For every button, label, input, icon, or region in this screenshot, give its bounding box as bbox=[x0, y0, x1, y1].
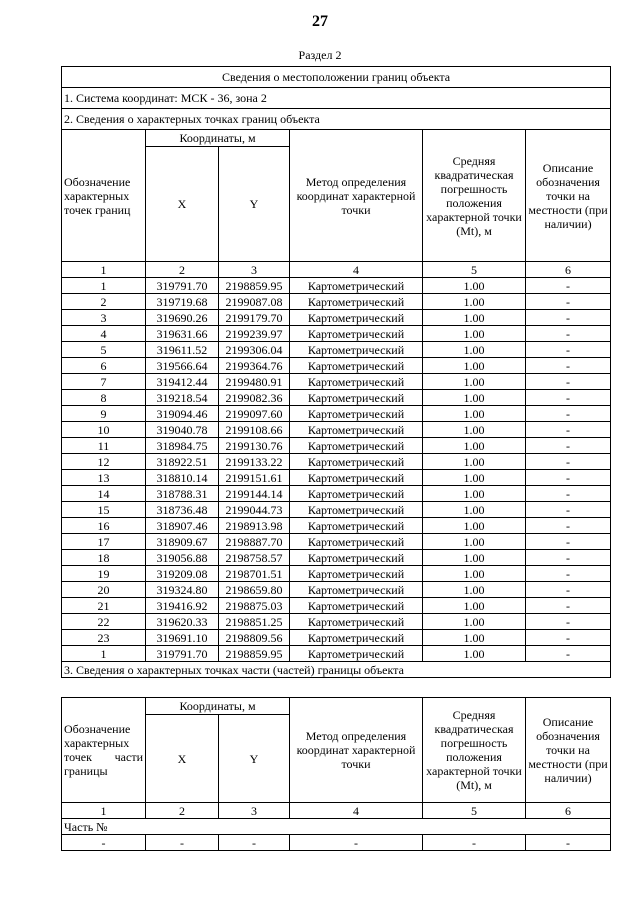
precision-cell: 1.00 bbox=[423, 278, 526, 294]
table-row bbox=[62, 566, 611, 582]
coord-x: 318922.51 bbox=[146, 454, 219, 470]
coord-x: 319416.92 bbox=[146, 598, 219, 614]
method-cell: Картометрический bbox=[290, 550, 423, 566]
boundary-table bbox=[61, 66, 611, 678]
part-header-coordinates: Координаты, м bbox=[146, 698, 290, 715]
precision-cell: 1.00 bbox=[423, 534, 526, 550]
table-row bbox=[62, 646, 611, 662]
point-number: 2 bbox=[62, 294, 146, 310]
description-cell: - bbox=[526, 534, 611, 550]
precision-cell: 1.00 bbox=[423, 294, 526, 310]
points-heading: 2. Сведения о характерных точках границ объекта bbox=[62, 109, 611, 130]
point-number: 23 bbox=[62, 630, 146, 646]
coord-y: 2198659.80 bbox=[219, 582, 290, 598]
table-row bbox=[62, 534, 611, 550]
description-cell: - bbox=[526, 486, 611, 502]
point-number: 6 bbox=[62, 358, 146, 374]
col-number: 4 bbox=[290, 262, 423, 278]
coord-y: 2199130.76 bbox=[219, 438, 290, 454]
point-number: 13 bbox=[62, 470, 146, 486]
col-number: 5 bbox=[423, 262, 526, 278]
col-number: 1 bbox=[62, 803, 146, 819]
part-column-number-row bbox=[62, 803, 611, 819]
coord-x: 319791.70 bbox=[146, 278, 219, 294]
method-cell: Картометрический bbox=[290, 326, 423, 342]
col-number: 2 bbox=[146, 262, 219, 278]
precision-cell: 1.00 bbox=[423, 582, 526, 598]
part-cell: - bbox=[526, 835, 611, 851]
method-cell: Картометрический bbox=[290, 502, 423, 518]
description-cell: - bbox=[526, 326, 611, 342]
table-row bbox=[62, 550, 611, 566]
description-cell: - bbox=[526, 406, 611, 422]
point-number: 15 bbox=[62, 502, 146, 518]
part-cell: - bbox=[290, 835, 423, 851]
header-coordinates: Координаты, м bbox=[146, 130, 290, 147]
part-cell: - bbox=[219, 835, 290, 851]
precision-cell: 1.00 bbox=[423, 598, 526, 614]
coord-x: 319324.80 bbox=[146, 582, 219, 598]
coord-x: 319719.68 bbox=[146, 294, 219, 310]
coord-x: 319691.10 bbox=[146, 630, 219, 646]
description-cell: - bbox=[526, 566, 611, 582]
description-cell: - bbox=[526, 278, 611, 294]
coord-x: 319690.26 bbox=[146, 310, 219, 326]
coord-x: 318984.75 bbox=[146, 438, 219, 454]
table-row bbox=[62, 486, 611, 502]
method-cell: Картометрический bbox=[290, 598, 423, 614]
description-cell: - bbox=[526, 502, 611, 518]
point-number: 1 bbox=[62, 646, 146, 662]
table-row bbox=[62, 614, 611, 630]
coord-y: 2198859.95 bbox=[219, 646, 290, 662]
point-number: 8 bbox=[62, 390, 146, 406]
description-cell: - bbox=[526, 358, 611, 374]
col-number: 3 bbox=[219, 803, 290, 819]
description-cell: - bbox=[526, 598, 611, 614]
description-cell: - bbox=[526, 342, 611, 358]
point-rows bbox=[62, 278, 611, 662]
description-cell: - bbox=[526, 438, 611, 454]
description-cell: - bbox=[526, 582, 611, 598]
table-row bbox=[62, 438, 611, 454]
section-label: Раздел 2 bbox=[298, 48, 342, 62]
table-row bbox=[62, 454, 611, 470]
description-cell: - bbox=[526, 390, 611, 406]
description-cell: - bbox=[526, 294, 611, 310]
precision-cell: 1.00 bbox=[423, 390, 526, 406]
description-cell: - bbox=[526, 454, 611, 470]
coord-y: 2199082.36 bbox=[219, 390, 290, 406]
coord-x: 319209.08 bbox=[146, 566, 219, 582]
coord-y: 2199133.22 bbox=[219, 454, 290, 470]
table-row bbox=[62, 294, 611, 310]
point-number: 20 bbox=[62, 582, 146, 598]
precision-cell: 1.00 bbox=[423, 374, 526, 390]
coord-y: 2199044.73 bbox=[219, 502, 290, 518]
coord-x: 318810.14 bbox=[146, 470, 219, 486]
coord-x: 318736.48 bbox=[146, 502, 219, 518]
coord-y: 2199087.08 bbox=[219, 294, 290, 310]
point-number: 1 bbox=[62, 278, 146, 294]
coord-x: 319040.78 bbox=[146, 422, 219, 438]
table-row bbox=[62, 310, 611, 326]
column-number-row bbox=[62, 262, 611, 278]
precision-cell: 1.00 bbox=[423, 486, 526, 502]
point-number: 22 bbox=[62, 614, 146, 630]
method-cell: Картометрический bbox=[290, 310, 423, 326]
col-number: 1 bbox=[62, 262, 146, 278]
header-x: X bbox=[146, 147, 219, 262]
table-row bbox=[62, 390, 611, 406]
col-number: 6 bbox=[526, 262, 611, 278]
part-header-precision: Средняя квадратическая погрешность положения характерной точки (Mt), м bbox=[423, 698, 526, 803]
method-cell: Картометрический bbox=[290, 422, 423, 438]
point-number: 3 bbox=[62, 310, 146, 326]
method-cell: Картометрический bbox=[290, 486, 423, 502]
coord-y: 2198913.98 bbox=[219, 518, 290, 534]
point-number: 12 bbox=[62, 454, 146, 470]
coord-x: 319056.88 bbox=[146, 550, 219, 566]
coord-x: 318909.67 bbox=[146, 534, 219, 550]
coord-x: 319791.70 bbox=[146, 646, 219, 662]
coord-x: 319412.44 bbox=[146, 374, 219, 390]
coord-y: 2199306.04 bbox=[219, 342, 290, 358]
header-method: Метод определения координат характерной точки bbox=[290, 130, 423, 262]
method-cell: Картометрический bbox=[290, 294, 423, 310]
precision-cell: 1.00 bbox=[423, 646, 526, 662]
table-row bbox=[62, 278, 611, 294]
method-cell: Картометрический bbox=[290, 374, 423, 390]
point-number: 11 bbox=[62, 438, 146, 454]
description-cell: - bbox=[526, 518, 611, 534]
col-number: 5 bbox=[423, 803, 526, 819]
description-cell: - bbox=[526, 470, 611, 486]
precision-cell: 1.00 bbox=[423, 614, 526, 630]
precision-cell: 1.00 bbox=[423, 630, 526, 646]
part-header-x: X bbox=[146, 715, 219, 803]
point-number: 21 bbox=[62, 598, 146, 614]
coord-x: 319620.33 bbox=[146, 614, 219, 630]
coord-y: 2198859.95 bbox=[219, 278, 290, 294]
description-cell: - bbox=[526, 422, 611, 438]
method-cell: Картометрический bbox=[290, 646, 423, 662]
method-cell: Картометрический bbox=[290, 614, 423, 630]
method-cell: Картометрический bbox=[290, 630, 423, 646]
precision-cell: 1.00 bbox=[423, 566, 526, 582]
description-cell: - bbox=[526, 550, 611, 566]
coord-x: 319566.64 bbox=[146, 358, 219, 374]
header-precision: Средняя квадратическая погрешность положения характерной точки (Mt), м bbox=[423, 130, 526, 262]
col-number: 6 bbox=[526, 803, 611, 819]
method-cell: Картометрический bbox=[290, 566, 423, 582]
method-cell: Картометрический bbox=[290, 518, 423, 534]
part-empty-row bbox=[62, 835, 611, 851]
table-row bbox=[62, 374, 611, 390]
table-row bbox=[62, 598, 611, 614]
point-number: 10 bbox=[62, 422, 146, 438]
table-title: Сведения о местоположении границ объекта bbox=[62, 67, 611, 88]
precision-cell: 1.00 bbox=[423, 422, 526, 438]
precision-cell: 1.00 bbox=[423, 438, 526, 454]
coord-y: 2199239.97 bbox=[219, 326, 290, 342]
coord-y: 2198875.03 bbox=[219, 598, 290, 614]
precision-cell: 1.00 bbox=[423, 470, 526, 486]
part-heading: 3. Сведения о характерных точках части (частей) границы объекта bbox=[62, 662, 611, 678]
coord-x: 319218.54 bbox=[146, 390, 219, 406]
table-row bbox=[62, 422, 611, 438]
point-number: 4 bbox=[62, 326, 146, 342]
table-row bbox=[62, 326, 611, 342]
part-header-point-designation: Обозначение характерных точек части границы bbox=[62, 698, 146, 803]
description-cell: - bbox=[526, 614, 611, 630]
method-cell: Картометрический bbox=[290, 470, 423, 486]
precision-cell: 1.00 bbox=[423, 406, 526, 422]
point-number: 9 bbox=[62, 406, 146, 422]
part-table bbox=[61, 697, 611, 851]
precision-cell: 1.00 bbox=[423, 550, 526, 566]
coord-y: 2199144.14 bbox=[219, 486, 290, 502]
point-number: 5 bbox=[62, 342, 146, 358]
method-cell: Картометрический bbox=[290, 534, 423, 550]
table-row bbox=[62, 518, 611, 534]
description-cell: - bbox=[526, 630, 611, 646]
col-number: 3 bbox=[219, 262, 290, 278]
coord-x: 318788.31 bbox=[146, 486, 219, 502]
col-number: 4 bbox=[290, 803, 423, 819]
method-cell: Картометрический bbox=[290, 582, 423, 598]
description-cell: - bbox=[526, 646, 611, 662]
precision-cell: 1.00 bbox=[423, 518, 526, 534]
coord-y: 2199151.61 bbox=[219, 470, 290, 486]
coord-y: 2198809.56 bbox=[219, 630, 290, 646]
header-y: Y bbox=[219, 147, 290, 262]
method-cell: Картометрический bbox=[290, 454, 423, 470]
precision-cell: 1.00 bbox=[423, 454, 526, 470]
col-number: 2 bbox=[146, 803, 219, 819]
coord-x: 319094.46 bbox=[146, 406, 219, 422]
method-cell: Картометрический bbox=[290, 390, 423, 406]
point-number: 14 bbox=[62, 486, 146, 502]
precision-cell: 1.00 bbox=[423, 358, 526, 374]
table-row bbox=[62, 502, 611, 518]
description-cell: - bbox=[526, 374, 611, 390]
part-header-description: Описание обозначения точки на местности (при наличии) bbox=[526, 698, 611, 803]
part-cell: - bbox=[146, 835, 219, 851]
table-row bbox=[62, 630, 611, 646]
coord-y: 2198701.51 bbox=[219, 566, 290, 582]
point-number: 19 bbox=[62, 566, 146, 582]
method-cell: Картометрический bbox=[290, 438, 423, 454]
part-cell: - bbox=[423, 835, 526, 851]
precision-cell: 1.00 bbox=[423, 310, 526, 326]
method-cell: Картометрический bbox=[290, 342, 423, 358]
table-row bbox=[62, 470, 611, 486]
coord-x: 318907.46 bbox=[146, 518, 219, 534]
coord-x: 319611.52 bbox=[146, 342, 219, 358]
point-number: 16 bbox=[62, 518, 146, 534]
coord-y: 2198758.57 bbox=[219, 550, 290, 566]
coord-y: 2199480.91 bbox=[219, 374, 290, 390]
part-header-method: Метод определения координат характерной точки bbox=[290, 698, 423, 803]
precision-cell: 1.00 bbox=[423, 502, 526, 518]
method-cell: Картометрический bbox=[290, 358, 423, 374]
coord-y: 2199364.76 bbox=[219, 358, 290, 374]
table-row bbox=[62, 582, 611, 598]
table-row bbox=[62, 406, 611, 422]
table-row bbox=[62, 342, 611, 358]
point-number: 18 bbox=[62, 550, 146, 566]
coord-y: 2199097.60 bbox=[219, 406, 290, 422]
header-description: Описание обозначения точки на местности (при наличии) bbox=[526, 130, 611, 262]
part-label: Часть № bbox=[62, 819, 611, 835]
table-row bbox=[62, 358, 611, 374]
part-header-y: Y bbox=[219, 715, 290, 803]
coord-system-row: 1. Система координат: МСК - 36, зона 2 bbox=[62, 88, 611, 109]
part-cell: - bbox=[62, 835, 146, 851]
coord-y: 2199108.66 bbox=[219, 422, 290, 438]
point-number: 17 bbox=[62, 534, 146, 550]
coord-y: 2198851.25 bbox=[219, 614, 290, 630]
description-cell: - bbox=[526, 310, 611, 326]
coord-y: 2198887.70 bbox=[219, 534, 290, 550]
method-cell: Картометрический bbox=[290, 278, 423, 294]
precision-cell: 1.00 bbox=[423, 326, 526, 342]
header-point-designation: Обозначение характерных точек границ bbox=[62, 130, 146, 262]
method-cell: Картометрический bbox=[290, 406, 423, 422]
page-number: 27 bbox=[312, 13, 328, 30]
precision-cell: 1.00 bbox=[423, 342, 526, 358]
point-number: 7 bbox=[62, 374, 146, 390]
coord-x: 319631.66 bbox=[146, 326, 219, 342]
coord-y: 2199179.70 bbox=[219, 310, 290, 326]
